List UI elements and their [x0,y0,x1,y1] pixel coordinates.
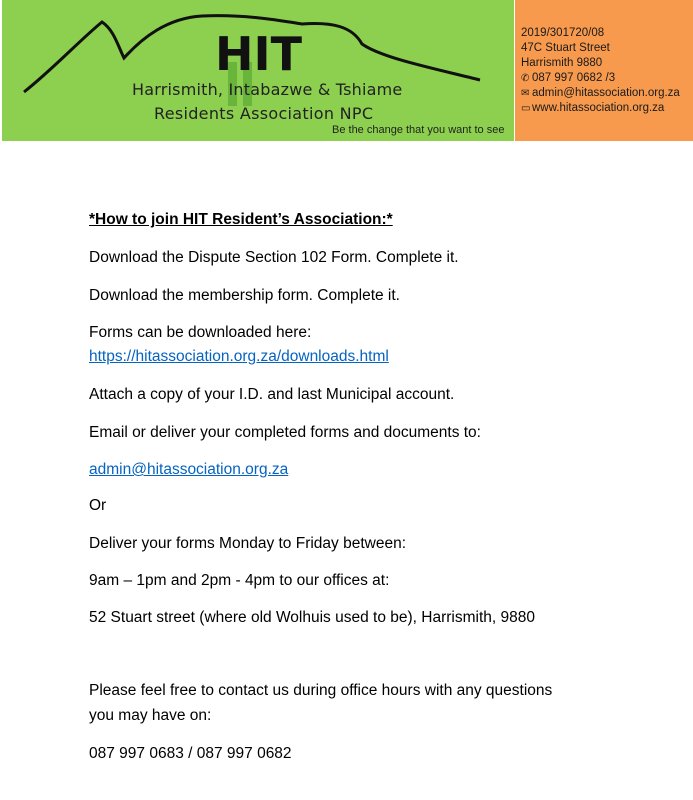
address-line1: 47C Stuart Street [521,42,610,54]
office-hours-text: 9am – 1pm and 2pm - 4pm to our offices at: [89,572,390,589]
downloads-link[interactable]: https://hitassociation.org.za/downloads.html [89,348,389,365]
org-name-line1: Harrismith, Intabazwe & Tshiame [132,80,403,99]
logo-hit-text: HIT [215,27,302,81]
office-address-text: 52 Stuart street (where old Wolhuis used to be), Harrismith, 9880 [89,609,535,626]
contact-us-line2: you may have on: [89,707,212,724]
forms-download-text: Forms can be downloaded here: [89,324,312,341]
page-heading: *How to join HIT Resident’s Association:* [89,211,393,228]
slogan: Be the change that you want to see [332,124,505,136]
address-line2: Harrismith 9880 [521,57,603,69]
header-phone-text: 087 997 0682 /3 [532,72,616,84]
letterhead-logo-panel [2,0,514,141]
phone-numbers-text: 087 997 0683 / 087 997 0682 [89,745,292,762]
header-email-text: admin@hitassociation.org.za [532,87,680,99]
or-text: Or [89,497,107,514]
header-website [521,101,664,116]
header-website-text: www.hitassociation.org.za [532,102,665,114]
phone-icon: ✆ [521,73,530,84]
header-email [521,86,680,101]
envelope-icon: ✉ [521,88,530,99]
org-name-line2: Residents Association NPC [154,104,374,123]
header-phone [521,71,615,86]
registration-number: 2019/301720/08 [521,27,605,39]
step-membership-form: Download the membership form. Complete it. [89,287,400,304]
attach-documents-text: Attach a copy of your I.D. and last Municipal account. [89,386,455,403]
email-link[interactable]: admin@hitassociation.org.za [89,461,289,478]
contact-us-line1: Please feel free to contact us during office hours with any questions [89,682,553,699]
computer-icon: ▭ [521,103,531,114]
deliver-days-text: Deliver your forms Monday to Friday between: [89,535,407,552]
step-dispute-form: Download the Dispute Section 102 Form. Complete it. [89,249,459,266]
letterhead-banner [0,0,693,141]
email-deliver-text: Email or deliver your completed forms and documents to: [89,424,481,441]
